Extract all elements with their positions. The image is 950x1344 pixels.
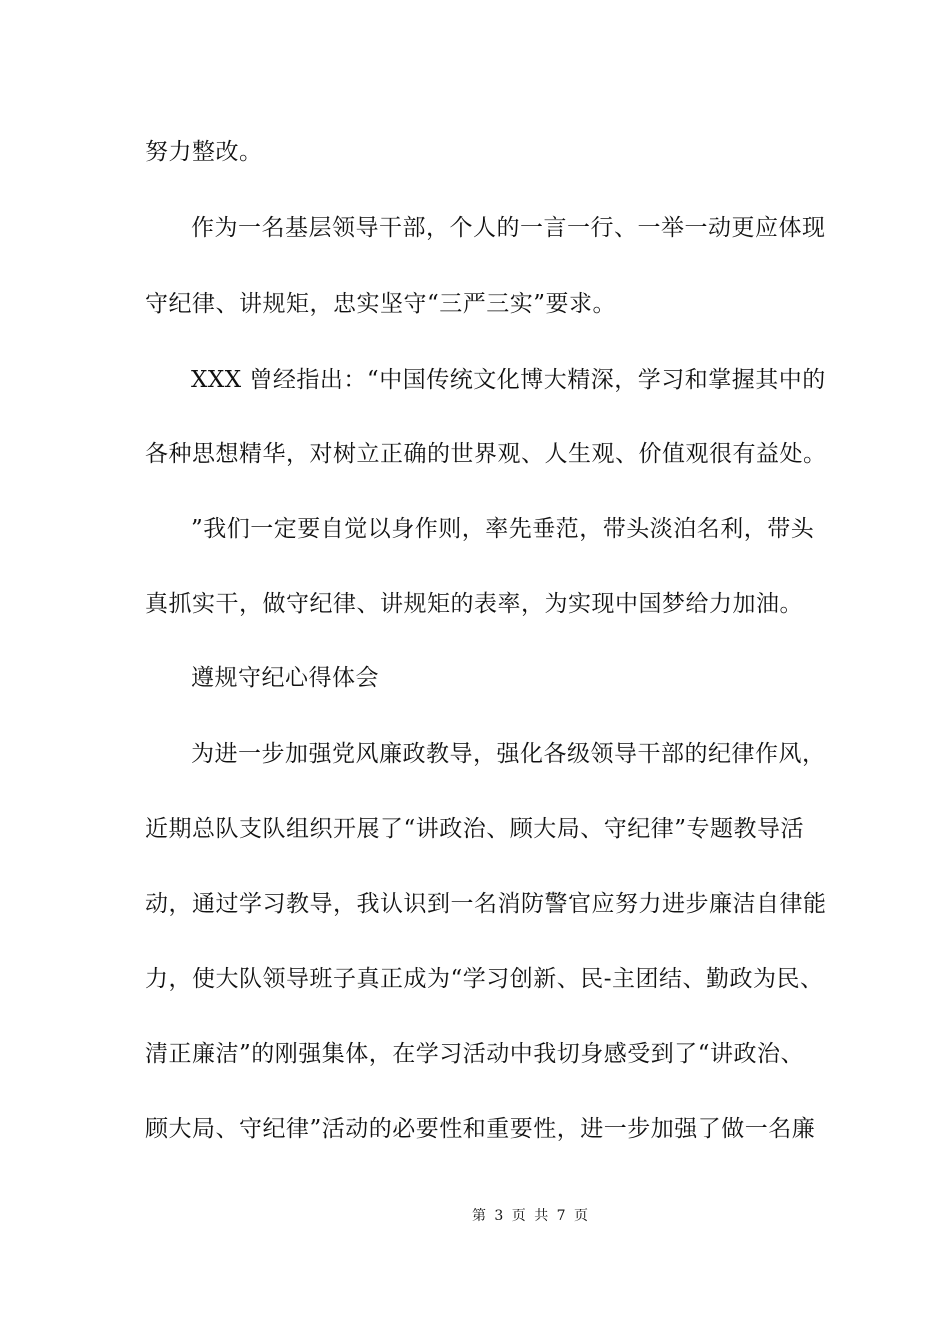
text-line: 真抓实干，做守纪律、讲规矩的表率，为实现中国梦给力加油。 [145, 591, 803, 617]
text-line: 力，使大队领导班子真正成为“学习创新、民-主团结、勤政为民、 [145, 966, 824, 992]
page-number-footer: 第 3 页 共 7 页 [471, 1208, 589, 1224]
text-line: 为进一步加强党风廉政教导，强化各级领导干部的纪律作风， [191, 741, 826, 767]
section-heading: 遵规守纪心得体会 [191, 665, 379, 691]
text-line: 顾大局、守纪律”活动的必要性和重要性，进一步加强了做一名廉 [145, 1116, 816, 1142]
text-line: 近期总队支队组织开展了“讲政治、顾大局、守纪律”专题教导活 [145, 816, 805, 842]
text-line: 努力整改。 [145, 139, 263, 165]
text-line: ”我们一定要自觉以身作则，率先垂范，带头淡泊名利，带头 [191, 516, 815, 542]
text-line: 各种思想精华，对树立正确的世界观、人生观、价值观很有益处。 [145, 441, 827, 467]
text-line: 守纪律、讲规矩，忠实坚守“三严三实”要求。 [145, 291, 617, 317]
text-line: 清正廉洁”的刚强集体，在学习活动中我切身感受到了“讲政治、 [145, 1041, 805, 1067]
text-line: 作为一名基层领导干部，个人的一言一行、一举一动更应体现 [191, 215, 826, 241]
text-line: 动，通过学习教导，我认识到一名消防警官应努力进步廉洁自律能 [145, 891, 827, 917]
text-line: XXX 曾经指出：“中国传统文化博大精深，学习和掌握其中的 [191, 367, 826, 393]
